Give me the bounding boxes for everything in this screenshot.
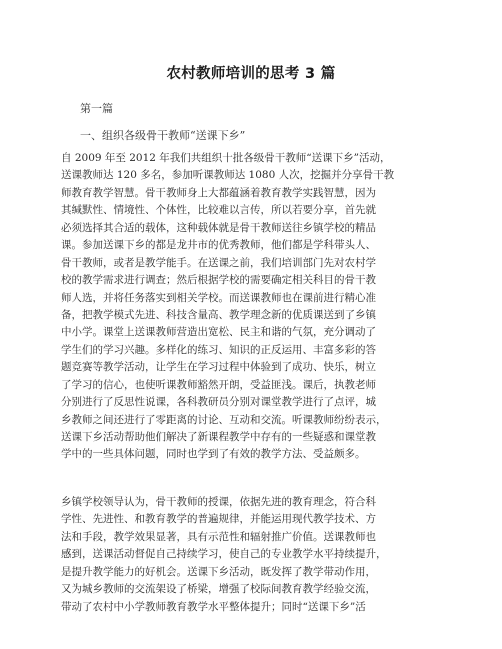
text-line: 乡镇学校领导认为，骨干教师的授课，依据先进的教育理念，符合科 (61, 496, 376, 508)
text-line: 学生们的学习兴趣。多样化的练习、知识的正反运用、丰富多彩的答 (61, 343, 376, 356)
text-line: 备，把教学模式先进、科技含量高、教学理念新的优质课送到了乡镇 (61, 308, 376, 321)
text-line: 乡教师之间还进行了零距离的讨论、互动和交流。听课教师纷纷表示， (61, 413, 387, 426)
section-heading: 一、组织各级骨干教师“送课下乡” (80, 129, 246, 142)
paragraph-1 (61, 150, 433, 464)
text-line: 学性、先进性、和教育教学的普遍规律，并能运用现代教学技术、方 (61, 513, 376, 526)
text-line: 送课下乡活动帮助他们解决了新课程教学中存有的一些疑惑和课堂教 (61, 431, 376, 443)
text-line: 感到，送课活动督促自己持续学习，使自己的专业教学水平持续提升， (61, 548, 387, 561)
text-line: 自 2009 年至 2012 年我们共组织十批各级骨干教师“送课下乡”活动， (61, 152, 391, 164)
text-line: 法和手段，教学效果显著，具有示范性和辐射推广价值。送课教师也 (61, 530, 376, 543)
text-line: 其缄默性、情境性、个体性，比较难以言传，所以若要分享，首先就 (61, 204, 376, 217)
text-line: 课。参加送课下乡的都是龙井市的优秀教师，他们都是学科带头人、 (61, 239, 376, 252)
text-line: 必须选择其合适的载体，这种载体就是骨干教师送往乡镇学校的精品 (61, 221, 376, 234)
document-title: 农村教师培训的思考 3 篇 (166, 66, 336, 82)
text-line: 题竞赛等教学活动，让学生在学习过程中体验到了成功、快乐，树立 (61, 361, 376, 374)
text-line: 师教育教学智慧。骨干教师身上大都蕴涵着教育教学实践智慧，因为 (61, 186, 376, 199)
text-line: 分别进行了反思性说课，各科教研员分别对课堂教学进行了点评，城 (61, 396, 376, 409)
text-line: 是提升教学能力的好机会。送课下乡活动，既发挥了教学带动作用， (61, 565, 376, 578)
text-line: 送课教师达 120 多名，参加听课教师达 1080 人次，挖掘并分享骨干教 (61, 169, 395, 182)
section-label: 第一篇 (80, 102, 113, 115)
text-line: 师人选，并将任务落实到相关学校。而送课教师也在课前进行精心准 (61, 291, 376, 304)
text-line: 骨干教师，或者是教学能手。在送课之前，我们培训部门先对农村学 (61, 256, 376, 269)
text-line: 学中的一些具体问题，同时也学到了有效的教学方法、受益颇多。 (61, 448, 366, 461)
text-line: 了学习的信心，也使听课教师豁然开朗，受益匪浅。课后，执教老师 (61, 378, 376, 391)
paragraph-2 (61, 494, 433, 616)
text-line: 校的教学需求进行调查；然后根据学校的需要确定相关科目的骨干教 (61, 274, 376, 287)
text-line: 中小学。课堂上送课教师营造出宽松、民主和谐的气氛，充分调动了 (61, 326, 376, 339)
text-line: 又为城乡教师的交流架设了桥梁，增强了校际间教育教学经验交流， (61, 583, 376, 596)
text-line: 带动了农村中小学教师教育教学水平整体提升；同时“送课下乡”活 (61, 600, 366, 613)
